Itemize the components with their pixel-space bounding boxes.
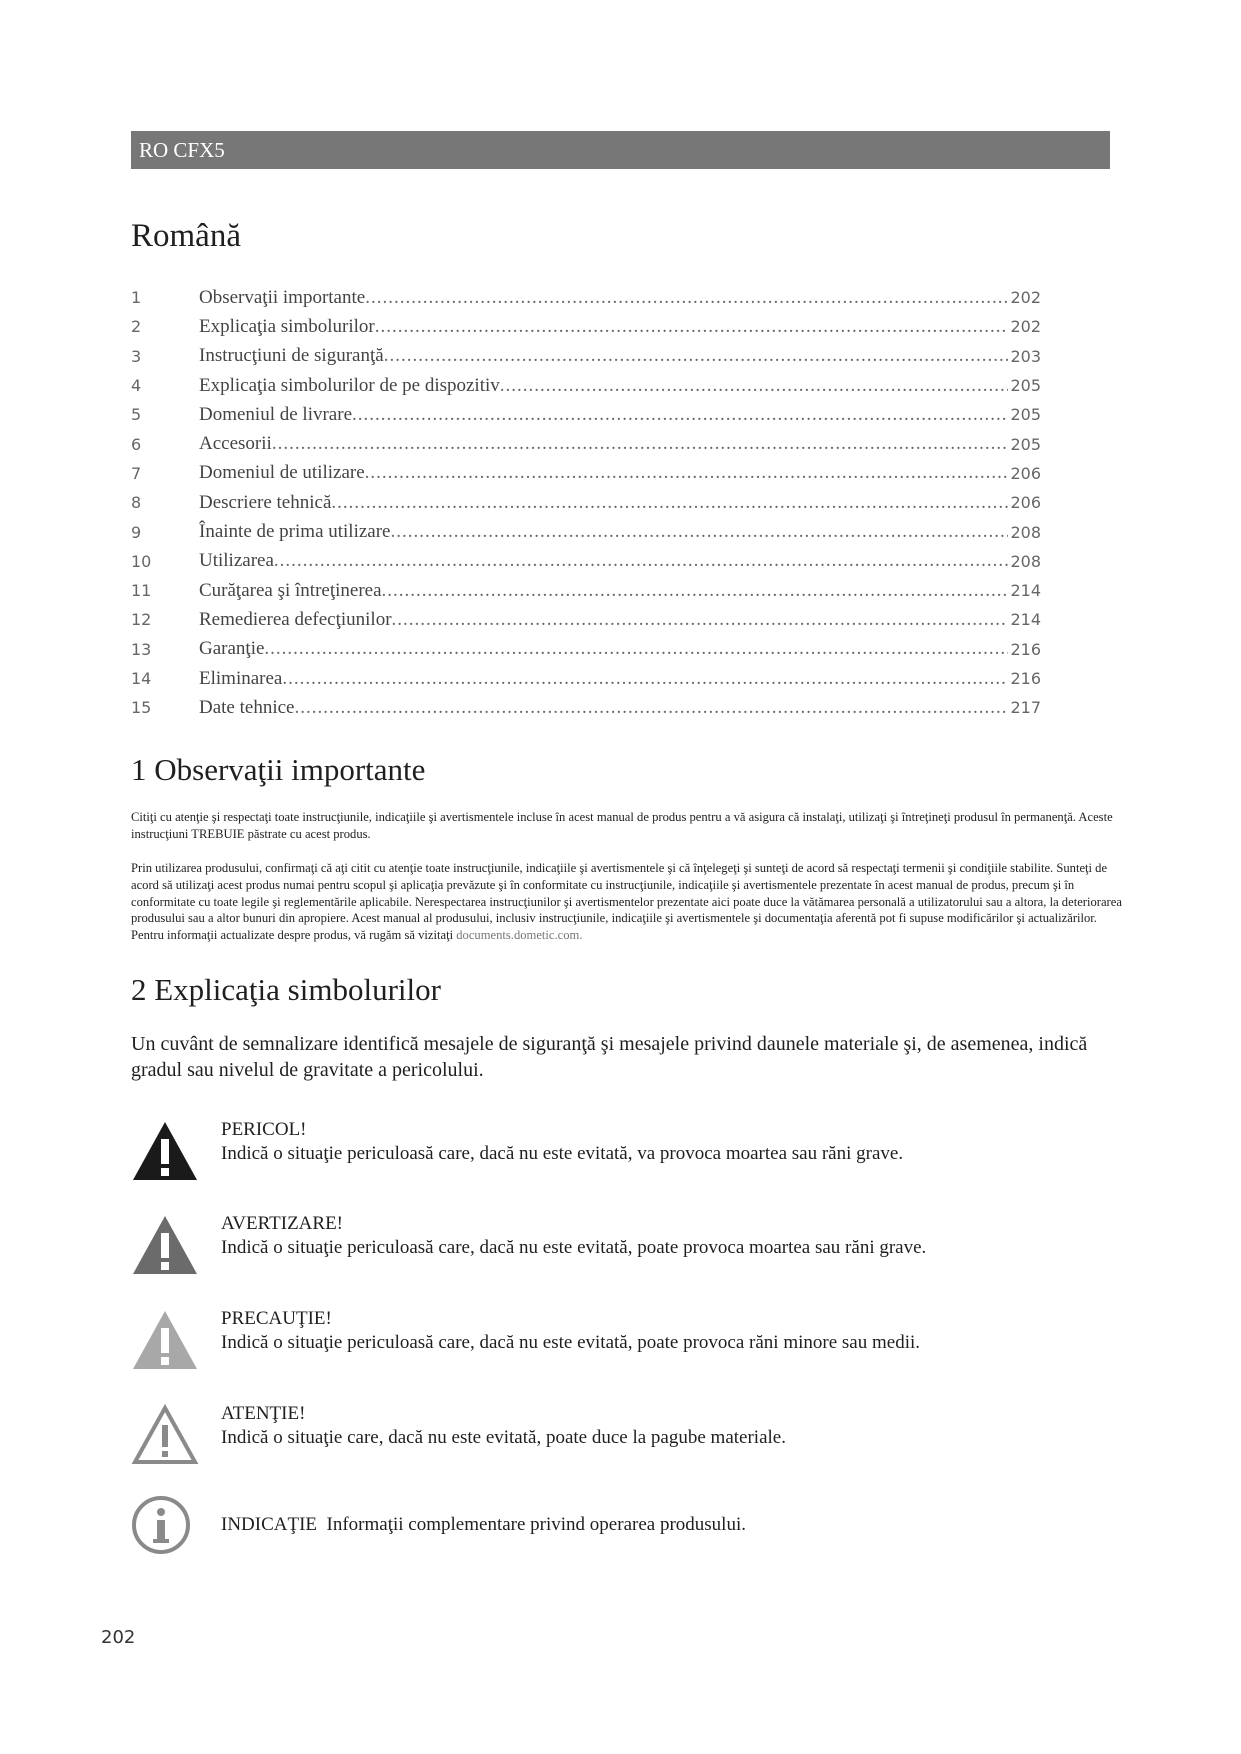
toc-entry-number: 7 <box>131 463 142 483</box>
toc-entry-label: Utilizarea <box>199 550 274 572</box>
section-title-symbols: 2 Explicaţia simbolurilor <box>131 972 441 1007</box>
toc-entry-number: 1 <box>131 288 142 308</box>
toc-entry-number: 2 <box>131 317 142 337</box>
warning-danger <box>131 1119 1111 1189</box>
warning-signal-word: ATENŢIE! <box>221 1403 306 1424</box>
toc-entry-label: Remedierea defecţiunilor <box>199 608 392 630</box>
toc-entry-page: 216 <box>1010 639 1041 659</box>
toc-entry[interactable] <box>131 635 1041 664</box>
toc-entry-label: Accesorii <box>199 433 272 455</box>
toc-leader-dots <box>264 638 1008 660</box>
info-icon <box>131 1495 191 1555</box>
toc-entry-page: 202 <box>1010 288 1041 308</box>
toc-entry-label: Domeniul de livrare <box>199 403 353 425</box>
toc-entry-label: Explicaţia simbolurilor <box>199 315 375 337</box>
warning-description: Indică o situaţie periculoasă care, dacă nu este evitată, poate provoca moartea sau răni grave. <box>221 1237 927 1258</box>
toc-entry-label: Curăţarea şi întreţinerea <box>199 579 382 601</box>
info-note <box>131 1495 1111 1559</box>
toc-entry-number: 14 <box>131 669 152 688</box>
toc-entry[interactable] <box>131 547 1041 576</box>
info-signal-word: INDICAŢIE <box>221 1514 318 1535</box>
toc-entry[interactable] <box>131 371 1041 400</box>
toc-entry[interactable] <box>131 429 1041 458</box>
toc-entry-page: 206 <box>1010 493 1041 513</box>
important-notes-paragraph-2-text: Prin utilizarea produsului, confirmaţi că aţi citit cu atenţie toate instrucţiunile, indicaţiile şi avertismentele şi că înţelegeţi şi sunteţi de acord să respectaţi termenii şi condiţiile stabilite. Sunteţi de acord să utilizaţi acest produs numai pentru scopul şi aplicaţia prevăzute şi în conformitate cu instrucţiunile, indicaţiile şi avertismentele prezentate în acest manual de produs, precum şi în conformitate cu toate legile şi reglementările aplicabile. Nerespectarea instrucţiunilor şi avertismentelor prezentate aici poate duce la vătămarea personală a utilizatorului sau a altora, la deteriorarea produsului sau a altor bunuri din apropiere. Acest manual al produsului, inclusiv instrucţiunile, indicaţiile şi avertismentele şi documentaţia aferentă pot fi supuse modificărilor şi actualizărilor. Pentru informaţii actualizate despre produs, vă rugăm să vizitaţi <box>131 861 1122 943</box>
toc-entry-page: 205 <box>1010 376 1041 396</box>
toc-leader-dots <box>500 375 1009 397</box>
table-of-contents <box>131 283 1041 722</box>
toc-entry[interactable] <box>131 400 1041 429</box>
toc-leader-dots <box>272 433 1009 455</box>
toc-entry[interactable] <box>131 693 1041 722</box>
warning-signal-word: AVERTIZARE! <box>221 1213 343 1234</box>
toc-leader-dots <box>384 345 1009 367</box>
toc-entry-number: 9 <box>131 522 142 542</box>
toc-leader-dots <box>392 609 1009 631</box>
toc-entry[interactable] <box>131 283 1041 312</box>
section-title-important-notes: 1 Observaţii importante <box>131 752 426 787</box>
header-title: RO CFX5 <box>139 138 225 162</box>
toc-entry-label: Înainte de prima utilizare <box>199 521 391 543</box>
toc-entry-number: 8 <box>131 493 142 513</box>
toc-entry-label: Explicaţia simbolurilor de pe dispozitiv <box>199 374 500 396</box>
warning-description: Indică o situaţie periculoasă care, dacă nu este evitată, poate provoca răni minore sau medii. <box>221 1332 921 1353</box>
toc-leader-dots <box>382 580 1009 602</box>
toc-entry-label: Observaţii importante <box>199 286 366 308</box>
toc-leader-dots <box>294 697 1008 719</box>
toc-entry-page: 216 <box>1010 669 1041 688</box>
toc-entry-page: 217 <box>1010 698 1041 718</box>
toc-entry-number: 15 <box>131 698 152 718</box>
toc-leader-dots <box>391 521 1009 543</box>
warning-warning <box>131 1213 1111 1283</box>
danger-warning-icon <box>131 1119 199 1183</box>
info-description: Informaţii complementare privind operarea produsului. <box>326 1514 746 1535</box>
toc-entry[interactable] <box>131 605 1041 634</box>
toc-entry[interactable] <box>131 342 1041 371</box>
toc-leader-dots <box>274 550 1009 572</box>
warning-icon <box>131 1213 199 1277</box>
toc-entry-page: 202 <box>1010 317 1041 337</box>
toc-entry[interactable] <box>131 576 1041 605</box>
info-text <box>221 1514 746 1536</box>
toc-entry[interactable] <box>131 312 1041 341</box>
toc-leader-dots <box>331 492 1008 514</box>
toc-entry[interactable] <box>131 517 1041 546</box>
symbols-intro: Un cuvânt de semnalizare identifică mesajele de siguranţă şi mesajele privind daunele materiale şi, de asemenea, indică gradul sau nivelul de gravitate a pericolului. <box>131 1033 1088 1081</box>
toc-entry-page: 214 <box>1010 581 1041 601</box>
toc-entry-number: 5 <box>131 405 142 425</box>
toc-entry-page: 205 <box>1010 434 1041 454</box>
toc-entry-label: Descriere tehnică <box>199 491 332 513</box>
page-number: 202 <box>101 1627 136 1648</box>
toc-entry-label: Garanţie <box>199 638 265 660</box>
toc-entry-label: Instrucţiuni de siguranţă <box>199 345 384 367</box>
toc-entry-number: 4 <box>131 376 142 396</box>
warning-signal-word: PERICOL! <box>221 1119 307 1140</box>
toc-leader-dots <box>365 287 1008 309</box>
toc-leader-dots <box>352 404 1008 426</box>
toc-leader-dots <box>282 668 1008 690</box>
warning-signal-word: PRECAUŢIE! <box>221 1308 332 1329</box>
warning-description: Indică o situaţie periculoasă care, dacă nu este evitată, va provoca moartea sau răni grave. <box>221 1143 904 1164</box>
toc-entry-page: 214 <box>1010 610 1041 630</box>
toc-entry-number: 3 <box>131 346 142 366</box>
toc-leader-dots <box>365 462 1009 484</box>
notice-warning-icon <box>131 1403 199 1467</box>
toc-entry-page: 205 <box>1010 405 1041 425</box>
toc-entry-page: 203 <box>1010 346 1041 366</box>
toc-title: Română <box>131 218 241 254</box>
toc-entry-label: Date tehnice <box>199 696 295 718</box>
toc-entry-label: Domeniul de utilizare <box>199 462 365 484</box>
caution-warning-icon <box>131 1308 199 1372</box>
toc-leader-dots <box>375 316 1009 338</box>
toc-entry-page: 208 <box>1010 551 1041 571</box>
toc-entry[interactable] <box>131 459 1041 488</box>
important-notes-paragraph-2 <box>131 860 1131 944</box>
toc-entry-number: 13 <box>131 639 152 659</box>
header-bar <box>131 131 1110 169</box>
toc-entry-number: 12 <box>131 610 152 630</box>
important-notes-paragraph-1: Citiţi cu atenţie şi respectaţi toate instrucţiunile, indicaţiile şi avertismentele incluse în acest manual de produs pentru a vă asigura că instalaţi, utilizaţi şi întreţineţi produsul în permanenţă. Aceste instrucţiuni TREBUIE păstrate cu acest produs. <box>131 810 1113 841</box>
toc-entry-page: 208 <box>1010 522 1041 542</box>
toc-entry-label: Eliminarea <box>199 667 283 689</box>
toc-entry[interactable] <box>131 664 1041 693</box>
warning-description: Indică o situaţie care, dacă nu este evitată, poate duce la pagube materiale. <box>221 1427 786 1448</box>
toc-entry-number: 10 <box>131 551 152 571</box>
toc-entry[interactable] <box>131 488 1041 517</box>
toc-entry-number: 11 <box>131 581 152 601</box>
warning-notice <box>131 1403 1111 1473</box>
toc-entry-number: 6 <box>131 434 142 454</box>
documents-link[interactable]: documents.dometic.com. <box>456 928 583 943</box>
warning-caution <box>131 1308 1111 1378</box>
toc-entry-page: 206 <box>1010 463 1041 483</box>
